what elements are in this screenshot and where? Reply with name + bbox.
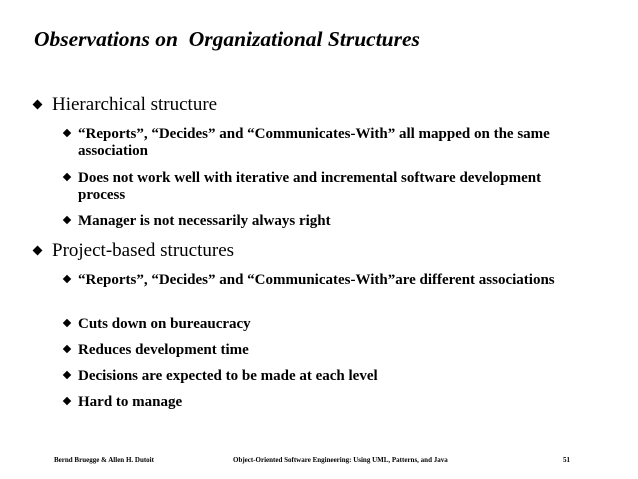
diamond-bullet-icon bbox=[63, 129, 71, 137]
list-item-text: Decisions are expected to be made at each level bbox=[78, 368, 378, 384]
section-label: Hierarchical structure bbox=[52, 94, 218, 115]
diamond-bullet-icon bbox=[63, 216, 71, 224]
diamond-bullet-icon bbox=[63, 345, 71, 353]
list-item-text: Hard to manage bbox=[78, 394, 183, 410]
footer-authors: Bernd Bruegge & Allen H. Dutoit bbox=[54, 456, 154, 464]
list-item-text: Cuts down on bureaucracy bbox=[78, 316, 251, 332]
diamond-bullet-icon bbox=[33, 100, 43, 110]
diamond-bullet-icon bbox=[63, 319, 71, 327]
list-item-text: “Reports”, “Decides” and “Communicates-With” all mapped on the same association bbox=[78, 126, 550, 159]
diamond-bullet-icon bbox=[63, 173, 71, 181]
diamond-bullet-icon bbox=[63, 371, 71, 379]
list-item-text: Reduces development time bbox=[78, 342, 249, 358]
list-item-text: Manager is not necessarily always right bbox=[78, 213, 331, 229]
footer-book-title: Object-Oriented Software Engineering: Using UML, Patterns, and Java bbox=[233, 456, 448, 464]
page-number: 51 bbox=[563, 456, 570, 464]
slide-title: Observations on Organizational Structures bbox=[34, 27, 420, 51]
diamond-bullet-icon bbox=[63, 275, 71, 283]
section-label: Project-based structures bbox=[52, 240, 235, 261]
diamond-bullet-icon bbox=[63, 397, 71, 405]
list-item-text: Does not work well with iterative and incremental software development process bbox=[78, 170, 542, 203]
list-item-text: “Reports”, “Decides” and “Communicates-With”are different associations bbox=[78, 272, 555, 288]
diamond-bullet-icon bbox=[33, 246, 43, 256]
